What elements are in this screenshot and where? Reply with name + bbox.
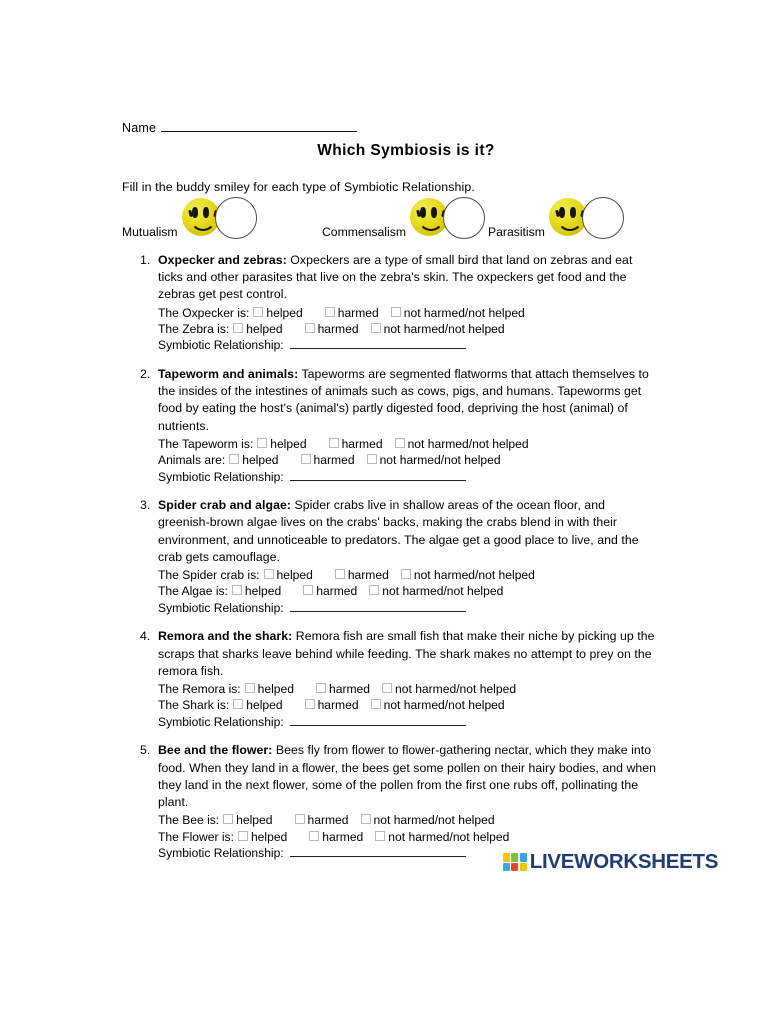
- checkbox-label: helped: [257, 682, 294, 697]
- checkbox-helped[interactable]: [223, 812, 272, 828]
- legend-item-parasitism: [488, 196, 627, 240]
- instruction-text: Fill in the buddy smiley for each type of Symbiotic Relationship.: [122, 180, 475, 194]
- checkbox-helped[interactable]: [232, 583, 281, 599]
- page-title: Which Symbiosis is it?: [317, 142, 495, 159]
- symbiotic-relationship-write-in-line[interactable]: [290, 600, 466, 612]
- checkbox-icon[interactable]: [301, 454, 311, 464]
- answer-row: [158, 681, 660, 697]
- checkbox-icon[interactable]: [369, 585, 379, 595]
- symbiotic-relationship-label: Symbiotic Relationship:: [158, 469, 284, 484]
- checkbox-label: harmed: [329, 682, 371, 697]
- checkbox-icon[interactable]: [305, 699, 315, 709]
- checkbox-label: harmed: [307, 813, 349, 828]
- checkbox-not-harmed-not-helped[interactable]: [367, 452, 501, 468]
- checkbox-label: helped: [250, 829, 288, 844]
- answer-subject-label: The Tapeworm is:: [158, 436, 254, 451]
- checkbox-label: helped: [244, 584, 282, 599]
- checkbox-helped[interactable]: [233, 321, 282, 337]
- question-item: [140, 628, 660, 730]
- name-label: Name: [122, 121, 157, 135]
- checkbox-label: helped: [270, 436, 307, 451]
- question-body: [158, 252, 660, 354]
- answer-options-group: [158, 436, 660, 485]
- blank-circle-icon[interactable]: [443, 197, 485, 239]
- answer-subject-label: The Algae is:: [158, 584, 228, 599]
- checkbox-label: harmed: [322, 829, 364, 844]
- question-number: 3.: [140, 498, 151, 513]
- logo-square-1: [511, 853, 518, 862]
- checkbox-icon[interactable]: [223, 814, 233, 824]
- symbiotic-relationship-row: [158, 469, 660, 486]
- logo-square-3: [503, 863, 510, 872]
- answer-row: [158, 812, 660, 828]
- checkbox-helped[interactable]: [245, 681, 294, 697]
- answer-row: [158, 321, 660, 337]
- checkbox-label: harmed: [316, 584, 358, 599]
- answer-subject-label: The Zebra is:: [158, 322, 230, 337]
- legend-label: Mutualism: [122, 225, 178, 239]
- smiley-mouth-icon: [418, 213, 444, 231]
- question-description: Tapeworms are segmented flatworms that attach themselves to the insides of the intestines of animals such as cows, pigs, and humans. Tapeworms get food by eating the host's (animal's) partly digested food, depriving the host (animal) of nutrients.: [158, 367, 649, 433]
- checkbox-not-harmed-not-helped[interactable]: [371, 321, 505, 337]
- checkbox-icon[interactable]: [371, 699, 381, 709]
- answer-options-group: [158, 681, 660, 730]
- smiley-face-icon: [182, 198, 220, 236]
- checkbox-label: helped: [236, 813, 273, 828]
- question-number: 1.: [140, 253, 151, 267]
- question-head: [140, 742, 660, 861]
- logo-square-5: [520, 863, 527, 872]
- checkbox-icon[interactable]: [325, 307, 335, 317]
- checkbox-not-harmed-not-helped[interactable]: [375, 829, 509, 845]
- question-item: [140, 252, 660, 354]
- checkbox-icon[interactable]: [361, 814, 371, 824]
- checkbox-not-harmed-not-helped[interactable]: [391, 305, 525, 321]
- checkbox-harmed[interactable]: [335, 567, 389, 583]
- symbiotic-relationship-write-in-line[interactable]: [290, 845, 466, 857]
- smiley-mouth-icon: [557, 213, 583, 231]
- checkbox-label: harmed: [317, 322, 359, 337]
- question-description: Oxpeckers are a type of small bird that land on zebras and eat ticks and other parasites that live on the zebra's skin. The oxpeckers get food and the zebras get pest control.: [158, 253, 633, 302]
- question-body: [158, 742, 660, 861]
- checkbox-not-harmed-not-helped[interactable]: [369, 583, 503, 599]
- symbiotic-relationship-label: Symbiotic Relationship:: [158, 846, 284, 861]
- logo-square-0: [503, 853, 510, 862]
- checkbox-harmed[interactable]: [305, 697, 359, 713]
- checkbox-label: helped: [276, 568, 313, 583]
- checkbox-icon[interactable]: [395, 438, 405, 448]
- checkbox-helped[interactable]: [257, 436, 306, 452]
- symbiotic-relationship-label: Symbiotic Relationship:: [158, 338, 284, 353]
- buddy-smiley-pair: [549, 196, 627, 240]
- checkbox-harmed[interactable]: [325, 305, 379, 321]
- name-field-row: [122, 120, 357, 135]
- checkbox-label: helped: [242, 453, 279, 468]
- checkbox-icon[interactable]: [233, 699, 243, 709]
- answer-subject-label: The Bee is:: [158, 813, 220, 828]
- checkbox-harmed[interactable]: [301, 452, 355, 468]
- question-title: Bee and the flower:: [158, 743, 273, 758]
- checkbox-not-harmed-not-helped[interactable]: [395, 436, 529, 452]
- logo-square-4: [511, 863, 518, 872]
- checkbox-label: helped: [246, 698, 283, 713]
- answer-subject-label: The Oxpecker is:: [158, 305, 250, 320]
- question-text: [158, 742, 660, 811]
- symbiotic-relationship-label: Symbiotic Relationship:: [158, 600, 284, 615]
- checkbox-icon[interactable]: [264, 569, 274, 579]
- checkbox-harmed[interactable]: [295, 812, 349, 828]
- checkbox-icon[interactable]: [229, 454, 239, 464]
- checkbox-label: not harmed/not helped: [407, 436, 529, 451]
- checkbox-helped[interactable]: [229, 452, 278, 468]
- checkbox-helped[interactable]: [264, 567, 313, 583]
- answer-subject-label: The Flower is:: [158, 829, 234, 844]
- liveworksheets-logo: [503, 852, 718, 873]
- question-head: [140, 628, 660, 730]
- checkbox-icon[interactable]: [371, 323, 381, 333]
- checkbox-harmed[interactable]: [316, 681, 370, 697]
- symbiotic-relationship-row: [158, 600, 660, 617]
- question-text: [158, 628, 660, 680]
- question-text: [158, 366, 660, 435]
- question-text: [158, 252, 660, 304]
- question-body: [158, 497, 660, 616]
- question-title: Oxpecker and zebras:: [158, 253, 287, 267]
- checkbox-label: harmed: [341, 436, 383, 451]
- symbiotic-relationship-label: Symbiotic Relationship:: [158, 714, 284, 729]
- answer-row: [158, 305, 660, 321]
- liveworksheets-logo-text: LIVEWORKSHEETS: [529, 850, 719, 873]
- checkbox-label: not harmed/not helped: [403, 305, 525, 320]
- legend-label: Parasitism: [488, 225, 545, 239]
- liveworksheets-mark-icon: [503, 853, 527, 871]
- checkbox-helped[interactable]: [233, 697, 282, 713]
- checkbox-not-harmed-not-helped[interactable]: [361, 812, 495, 828]
- checkbox-harmed[interactable]: [329, 436, 383, 452]
- symbiotic-relationship-write-in-line[interactable]: [290, 714, 466, 726]
- question-description: Bees fly from flower to flower-gathering nectar, which they make into food. When they land in a flower, the bees get some pollen on their hairy bodies, and when they land in the next flower, some of the pollen from the first one rubs off, pollinating the plant.: [158, 743, 657, 810]
- symbiotic-relationship-write-in-line[interactable]: [290, 337, 466, 349]
- checkbox-icon[interactable]: [329, 438, 339, 448]
- checkbox-label: harmed: [347, 568, 389, 583]
- checkbox-icon[interactable]: [335, 569, 345, 579]
- question-body: [158, 366, 660, 485]
- legend-item-mutualism: [122, 196, 260, 240]
- checkbox-harmed[interactable]: [305, 321, 359, 337]
- checkbox-icon[interactable]: [303, 585, 313, 595]
- answer-subject-label: The Spider crab is:: [158, 568, 260, 583]
- answer-subject-label: Animals are:: [158, 453, 226, 468]
- checkbox-icon[interactable]: [305, 323, 315, 333]
- question-description: Remora fish are small fish that make their niche by picking up the scraps that sharks leave behind while feeding. The shark makes no attempt to prey on the remora fish.: [158, 629, 655, 678]
- buddy-smiley-pair: [182, 196, 260, 240]
- legend-label: Commensalism: [322, 225, 406, 239]
- checkbox-not-harmed-not-helped[interactable]: [371, 697, 505, 713]
- blank-circle-icon[interactable]: [582, 197, 624, 239]
- legend-item-commensalism: [322, 196, 488, 240]
- checkbox-icon[interactable]: [367, 454, 377, 464]
- checkbox-label: harmed: [317, 698, 359, 713]
- checkbox-label: helped: [266, 305, 303, 320]
- checkbox-icon[interactable]: [391, 307, 401, 317]
- checkbox-not-harmed-not-helped[interactable]: [401, 567, 535, 583]
- checkbox-label: not harmed/not helped: [395, 682, 517, 697]
- checkbox-icon[interactable]: [295, 814, 305, 824]
- checkbox-label: not harmed/not helped: [413, 568, 535, 583]
- question-number: 2.: [140, 367, 151, 382]
- question-item: [140, 742, 660, 861]
- answer-row: [158, 567, 660, 583]
- checkbox-icon[interactable]: [257, 438, 267, 448]
- checkbox-icon[interactable]: [316, 683, 326, 693]
- checkbox-icon[interactable]: [253, 307, 263, 317]
- question-title: Remora and the shark:: [158, 629, 293, 644]
- checkbox-helped[interactable]: [253, 305, 302, 321]
- answer-row: [158, 436, 660, 452]
- answer-row: [158, 583, 660, 599]
- buddy-smiley-pair: [410, 196, 488, 240]
- question-text: [158, 497, 660, 566]
- answer-row: [158, 452, 660, 468]
- answer-subject-label: The Shark is:: [158, 698, 230, 713]
- name-write-in-line[interactable]: [161, 120, 357, 132]
- checkbox-icon[interactable]: [375, 831, 385, 841]
- checkbox-harmed[interactable]: [309, 829, 363, 845]
- checkbox-label: harmed: [313, 453, 355, 468]
- checkbox-icon[interactable]: [382, 683, 392, 693]
- checkbox-harmed[interactable]: [303, 583, 357, 599]
- checkbox-label: harmed: [337, 305, 379, 320]
- blank-circle-icon[interactable]: [215, 197, 257, 239]
- question-title: Spider crab and algae:: [158, 498, 291, 513]
- answer-options-group: [158, 567, 660, 616]
- question-title: Tapeworm and animals:: [158, 367, 299, 382]
- question-item: [140, 497, 660, 616]
- smiley-mouth-icon: [190, 213, 216, 231]
- question-body: [158, 628, 660, 730]
- symbiotic-relationship-write-in-line[interactable]: [290, 469, 466, 481]
- checkbox-icon[interactable]: [238, 831, 248, 841]
- checkbox-label: not harmed/not helped: [383, 322, 505, 337]
- checkbox-label: helped: [246, 322, 283, 337]
- question-head: [140, 252, 660, 354]
- checkbox-helped[interactable]: [238, 829, 287, 845]
- question-number: 4.: [140, 629, 151, 644]
- question-number: 5.: [140, 743, 151, 758]
- symbiosis-legend: [122, 196, 662, 240]
- questions-list: [140, 252, 660, 874]
- checkbox-icon[interactable]: [233, 323, 243, 333]
- answer-row: [158, 829, 660, 845]
- symbiotic-relationship-row: [158, 337, 660, 354]
- answer-subject-label: The Remora is:: [158, 682, 241, 697]
- checkbox-label: not harmed/not helped: [382, 584, 504, 599]
- question-item: [140, 366, 660, 485]
- checkbox-icon[interactable]: [245, 683, 255, 693]
- question-head: [140, 497, 660, 616]
- checkbox-not-harmed-not-helped[interactable]: [382, 681, 516, 697]
- answer-options-group: [158, 305, 660, 354]
- checkbox-label: not harmed/not helped: [373, 813, 495, 828]
- question-description: Spider crabs live in shallow areas of the ocean floor, and greenish-brown algae lives on the crabs' backs, making the crabs blend in with their environment, and unnoticeable to predators. The algae get a good place to live, and the crab gets camouflage.: [158, 498, 639, 564]
- checkbox-label: not harmed/not helped: [383, 698, 505, 713]
- logo-square-2: [520, 853, 527, 862]
- answer-row: [158, 697, 660, 713]
- checkbox-icon[interactable]: [232, 585, 242, 595]
- question-head: [140, 366, 660, 485]
- checkbox-icon[interactable]: [309, 831, 319, 841]
- checkbox-label: not harmed/not helped: [379, 453, 501, 468]
- checkbox-icon[interactable]: [401, 569, 411, 579]
- checkbox-label: not harmed/not helped: [388, 829, 510, 844]
- symbiotic-relationship-row: [158, 714, 660, 731]
